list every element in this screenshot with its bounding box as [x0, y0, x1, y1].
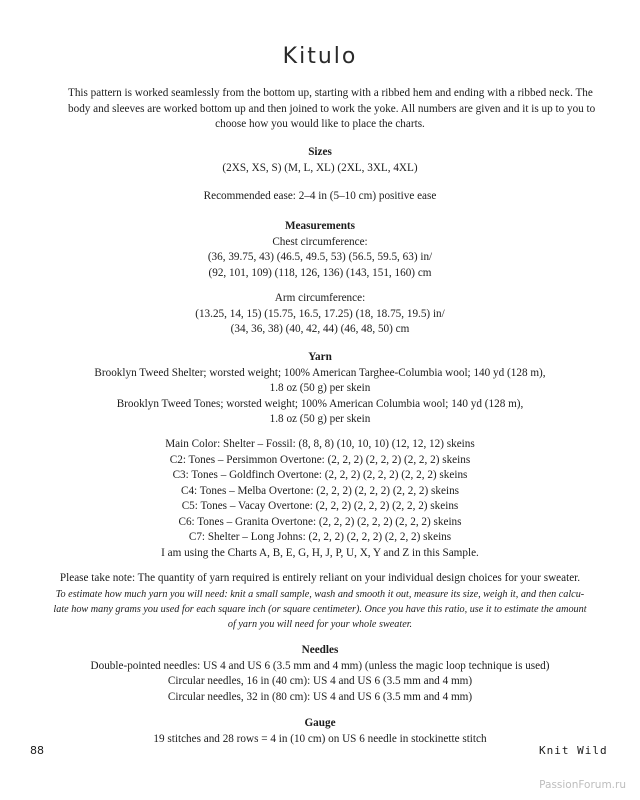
- note-italic: To estimate how much yarn you will need: knit a small sample, wash and smooth it out, measure its size, weigh it, and then calcu-: [55, 588, 585, 600]
- page-title: Kitulo: [282, 44, 358, 69]
- note-main: Please take note: The quantity of yarn required is entirely reliant on your individual design choices for your sweater.: [59, 572, 581, 584]
- chest-in: (36, 39.75, 43) (46.5, 49.5, 53) (56.5, 59.5, 63) in/: [207, 251, 433, 263]
- color-line: C3: Tones – Goldfinch Overtone: (2, 2, 2) (2, 2, 2) (2, 2, 2) skeins: [172, 469, 468, 481]
- note-italic: of yarn you will need for your whole sweater.: [227, 618, 413, 630]
- color-line: C5: Tones – Vacay Overtone: (2, 2, 2) (2, 2, 2) (2, 2, 2) skeins: [181, 500, 459, 512]
- arm-label: Arm circumference:: [274, 292, 366, 304]
- yarn-note: [40, 571, 600, 632]
- yarn-section: [60, 350, 580, 428]
- yarn-colors: [60, 437, 580, 561]
- sizes-values: (2XS, XS, S) (M, L, XL) (2XL, 3XL, 4XL): [222, 161, 418, 174]
- needle-line: Circular needles, 32 in (80 cm): US 4 and US 6 (3.5 mm and 4 mm): [167, 690, 473, 703]
- measurements-heading: Measurements: [284, 220, 355, 232]
- needles-section: [60, 643, 580, 705]
- arm-cm: (34, 36, 38) (40, 42, 44) (46, 48, 50) cm: [230, 323, 410, 335]
- charts-line: I am using the Charts A, B, E, G, H, J, P, U, X, Y and Z in this Sample.: [161, 546, 479, 559]
- needles-heading: Needles: [301, 644, 339, 656]
- intro-line: body and sleeves are worked bottom up and then joined to work the yoke. All numbers are given and it is up to you to: [68, 102, 596, 115]
- watermark: PassionForum.ru: [539, 779, 626, 791]
- color-line: C2: Tones – Persimmon Overtone: (2, 2, 2) (2, 2, 2) (2, 2, 2) skeins: [169, 453, 471, 466]
- needle-line: Double-pointed needles: US 4 and US 6 (3.5 mm and 4 mm) (unless the magic loop technique is used): [90, 659, 550, 672]
- note-italic: late how many grams you used for each square inch (or square centimeter). Once you have this ratio, use it to estimate the amount: [53, 603, 587, 615]
- color-line: Main Color: Shelter – Fossil: (8, 8, 8) (10, 10, 10) (12, 12, 12) skeins: [165, 438, 475, 450]
- gauge-heading: Gauge: [304, 717, 336, 729]
- intro-line: choose how you would like to place the charts.: [215, 118, 425, 130]
- page-number: 88: [30, 744, 44, 757]
- chest-label: Chest circumference:: [272, 235, 368, 248]
- brand-footer: Knit Wild: [539, 744, 608, 757]
- gauge-section: [60, 716, 580, 747]
- yarn-line: Brooklyn Tweed Tones; worsted weight; 100% American Columbia wool; 140 yd (128 m),: [116, 397, 524, 410]
- yarn-line: 1.8 oz (50 g) per skein: [269, 413, 371, 425]
- ease-text: [60, 189, 580, 205]
- arm-in: (13.25, 14, 15) (15.75, 16.5, 17.25) (18, 18.75, 19.5) in/: [195, 307, 445, 320]
- intro-paragraph: [68, 86, 596, 133]
- gauge-text: 19 stitches and 28 rows = 4 in (10 cm) on US 6 needle in stockinette stitch: [153, 732, 487, 745]
- needle-line: Circular needles, 16 in (40 cm): US 4 and US 6 (3.5 mm and 4 mm): [167, 675, 473, 687]
- color-line: C4: Tones – Melba Overtone: (2, 2, 2) (2, 2, 2) (2, 2, 2) skeins: [180, 484, 460, 497]
- color-line: C6: Tones – Granita Overtone: (2, 2, 2) (2, 2, 2) (2, 2, 2) skeins: [178, 515, 462, 528]
- ease-line: Recommended ease: 2–4 in (5–10 cm) positive ease: [203, 190, 437, 202]
- measurements-section: [60, 219, 580, 281]
- intro-line: This pattern is worked seamlessly from the bottom up, starting with a ribbed hem and ending with a ribbed neck. The: [68, 87, 593, 99]
- yarn-line: 1.8 oz (50 g) per skein: [269, 382, 371, 394]
- sizes-heading: Sizes: [308, 146, 332, 158]
- sizes-section: [60, 145, 580, 176]
- chest-cm: (92, 101, 109) (118, 126, 136) (143, 151, 160) cm: [208, 266, 432, 279]
- yarn-heading: Yarn: [308, 351, 332, 363]
- arm-section: [60, 291, 580, 338]
- yarn-line: Brooklyn Tweed Shelter; worsted weight; 100% American Targhee-Columbia wool; 140 yd (128 m),: [94, 366, 546, 379]
- color-line: C7: Shelter – Long Johns: (2, 2, 2) (2, 2, 2) (2, 2, 2) skeins: [188, 531, 452, 543]
